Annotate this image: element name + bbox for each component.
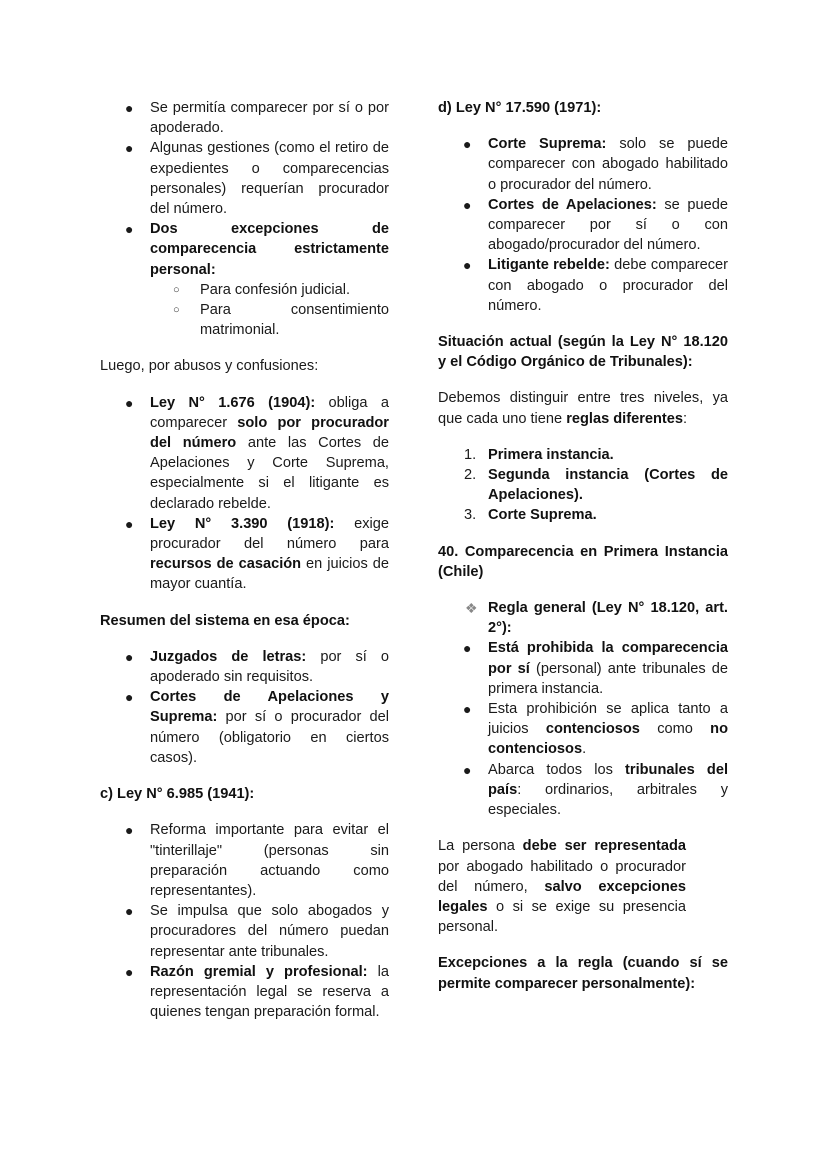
bullet-icon: ● (125, 100, 134, 116)
spacer (438, 429, 728, 445)
bullet-icon: ● (463, 196, 472, 213)
bold-fragment: Regla general (Ley N° 18.120, art. 2°): (488, 600, 728, 637)
hollow-bullet-icon: ○ (173, 304, 180, 317)
spacer (100, 768, 389, 784)
hollow-bullet-icon: ○ (173, 283, 180, 296)
abusos-intro: Luego, por abusos y confusiones: (100, 358, 319, 375)
number-marker: 1. (464, 446, 477, 463)
number-marker: 3. (464, 507, 477, 524)
bold-fragment: Juzgados de letras: (150, 648, 307, 665)
bullet-icon: ● (125, 963, 134, 980)
bullet-icon: ● (125, 394, 134, 411)
text-fragment: debe comparecer con abogado o procurador del número. (488, 257, 728, 314)
list-item (100, 647, 389, 687)
text-fragment: Debemos distinguir entre tres niveles, ya que cada uno tiene (438, 390, 728, 427)
text-fragment: se puede comparecer por sí o con abogado/procurador del número. (488, 196, 728, 254)
spacer (100, 340, 389, 356)
text-fragment: la representación legal se reserva a quienes tengan preparación formal. (150, 963, 389, 1021)
list-item (438, 195, 728, 256)
text-fragment: por abogado habilitado o procurador del número, (438, 858, 686, 895)
bullet-icon: ● (125, 140, 134, 157)
ley17590-heading: d) Ley N° 17.590 (1971): (438, 100, 602, 116)
text-fragment: obliga a comparecer (150, 394, 389, 431)
bold-fragment: recursos de casación (150, 556, 302, 573)
sub-list-item-text: Para consentimiento matrimonial. (200, 302, 389, 339)
bold-fragment: Razón gremial y profesional: (150, 963, 368, 980)
list-item (438, 255, 728, 316)
text-fragment: o si se exige su presencia personal. (438, 898, 686, 936)
numbered-item (438, 505, 728, 525)
sub-list-item (100, 280, 389, 300)
text-fragment: como (639, 721, 711, 738)
bold-fragment: tribunales del país (488, 761, 728, 798)
bold-fragment: solo por procurador del número (150, 414, 389, 452)
bold-fragment: salvo excepciones legales (438, 878, 686, 915)
text-fragment: ante las Cortes de Apelaciones y Corte Suprema, especialmente si el litigante es declarado rebelde. (150, 435, 390, 512)
text-fragment: (personal) ante tribunales de primera instancia. (488, 660, 728, 697)
text-fragment: . (582, 741, 587, 758)
spacer (438, 372, 728, 388)
numbered-item (438, 465, 728, 505)
list-item (438, 134, 728, 195)
bullet-icon: ● (125, 822, 134, 839)
list-item (100, 393, 389, 514)
text-fragment: Se impulsa que solo abogados y procuradores del número puedan representar ante tribunales. (150, 903, 389, 960)
ley17590-list (438, 134, 728, 316)
numbered-item (438, 445, 728, 465)
text-fragment: Abarca todos los (488, 761, 626, 778)
bold-fragment: Corte Suprema: (488, 136, 607, 153)
sub-list-item-text: Para confesión judicial. (200, 281, 351, 298)
spacer (100, 595, 389, 611)
text-fragment: : ordinarios, arbitrales y especiales. (488, 781, 728, 819)
text-fragment: por sí o procurador del número (obligatorio en ciertos casos). (150, 709, 389, 766)
spacer (100, 804, 389, 820)
ley6985-list (100, 820, 389, 1022)
bold-fragment: reglas diferentes (566, 410, 684, 427)
bullet-icon: ● (125, 648, 134, 665)
list-item (100, 514, 389, 595)
list-item (100, 219, 389, 340)
sub-bullet-list (150, 280, 389, 341)
text-fragment: : (683, 410, 688, 427)
spacer (438, 582, 728, 598)
bold-fragment: Segunda instancia (Cortes de Apelaciones). (488, 467, 728, 504)
bold-fragment: contenciosos (545, 721, 640, 738)
list-item (100, 962, 389, 1023)
sub-list-item (100, 300, 389, 340)
bullet-icon: ● (463, 257, 472, 274)
representada-paragraph (438, 836, 686, 937)
bold-fragment: debe ser representada (522, 838, 686, 855)
text-fragment: Esta prohibición se aplica tanto a juicios (488, 701, 728, 738)
list-item (438, 638, 728, 699)
text-fragment: exige procurador del número para (150, 515, 389, 553)
list-item-text: Se permitía comparecer por sí o por apoderado. (150, 100, 389, 137)
list-item (100, 820, 389, 901)
spacer (438, 937, 728, 953)
text-fragment: por sí o apoderado sin requisitos. (150, 648, 389, 686)
number-marker: 2. (464, 467, 477, 484)
bullet-icon: ● (125, 689, 134, 706)
list-item-text: Algunas gestiones (como el retiro de expedientes o comparecencias personales) requerían procurador del número. (150, 140, 389, 218)
spacer (438, 820, 728, 836)
bold-fragment: no contenciosos (488, 721, 729, 758)
spacer (100, 631, 389, 647)
spacer (438, 526, 728, 542)
bullet-icon: ● (463, 640, 472, 657)
list-item-bold-text: Dos excepciones de comparecencia estrictamente personal: (150, 221, 389, 278)
ley6985-heading: c) Ley N° 6.985 (1941): (100, 786, 255, 803)
bullet-icon: ● (125, 903, 134, 920)
bullet-icon: ● (463, 701, 472, 718)
spacer (438, 316, 728, 332)
resumen-heading: Resumen del sistema en esa época: (100, 612, 350, 629)
list-item (100, 138, 389, 219)
intro-bullet-list (100, 98, 389, 340)
list-item (438, 760, 728, 821)
right-column (438, 98, 728, 994)
bullet-icon: ● (463, 136, 472, 153)
bullet-icon: ● (125, 515, 134, 532)
resumen-list (100, 647, 389, 768)
text-fragment: solo se puede comparecer con abogado habilitado o procurador del número. (488, 136, 728, 193)
bullet-icon: ● (125, 221, 134, 238)
spacer (100, 377, 389, 393)
text-fragment: Reforma importante para evitar el "tinterillaje" (personas sin preparación actuando como representantes). (150, 822, 389, 899)
law-name: Ley N° 3.390 (1918): (150, 515, 335, 532)
regla-list (438, 598, 728, 820)
leyes-list (100, 393, 389, 595)
text-fragment: en juicios de mayor cuantía. (150, 556, 389, 593)
list-item (438, 598, 728, 638)
section-40-heading: 40. Comparecencia en Primera Instancia (Chile) (438, 543, 728, 580)
bold-fragment: Corte Suprema. (488, 507, 597, 524)
distinguir-paragraph (438, 388, 728, 428)
list-item (438, 699, 728, 760)
bold-fragment: Está prohibida la comparecencia por sí (488, 640, 728, 677)
bold-fragment: Primera instancia. (488, 446, 614, 463)
text-fragment: La persona (438, 838, 523, 855)
situacion-heading: Situación actual (según la Ley N° 18.120 y el Código Orgánico de Tribunales): (438, 334, 728, 371)
bold-fragment: Cortes de Apelaciones y Suprema: (150, 689, 389, 726)
bullet-icon: ● (463, 761, 472, 778)
list-item (100, 687, 389, 768)
list-item (100, 98, 389, 138)
excepciones-heading: Excepciones a la regla (cuando sí se permite comparecer personalmente): (438, 955, 728, 992)
bold-fragment: Cortes de Apelaciones: (488, 196, 657, 213)
diamond-icon: ❖ (465, 600, 478, 617)
left-column (100, 98, 389, 1022)
niveles-list (438, 445, 728, 526)
law-name: Ley N° 1.676 (1904): (150, 394, 316, 411)
bold-fragment: Litigante rebelde: (488, 257, 610, 274)
list-item (100, 901, 389, 962)
spacer (438, 118, 728, 134)
